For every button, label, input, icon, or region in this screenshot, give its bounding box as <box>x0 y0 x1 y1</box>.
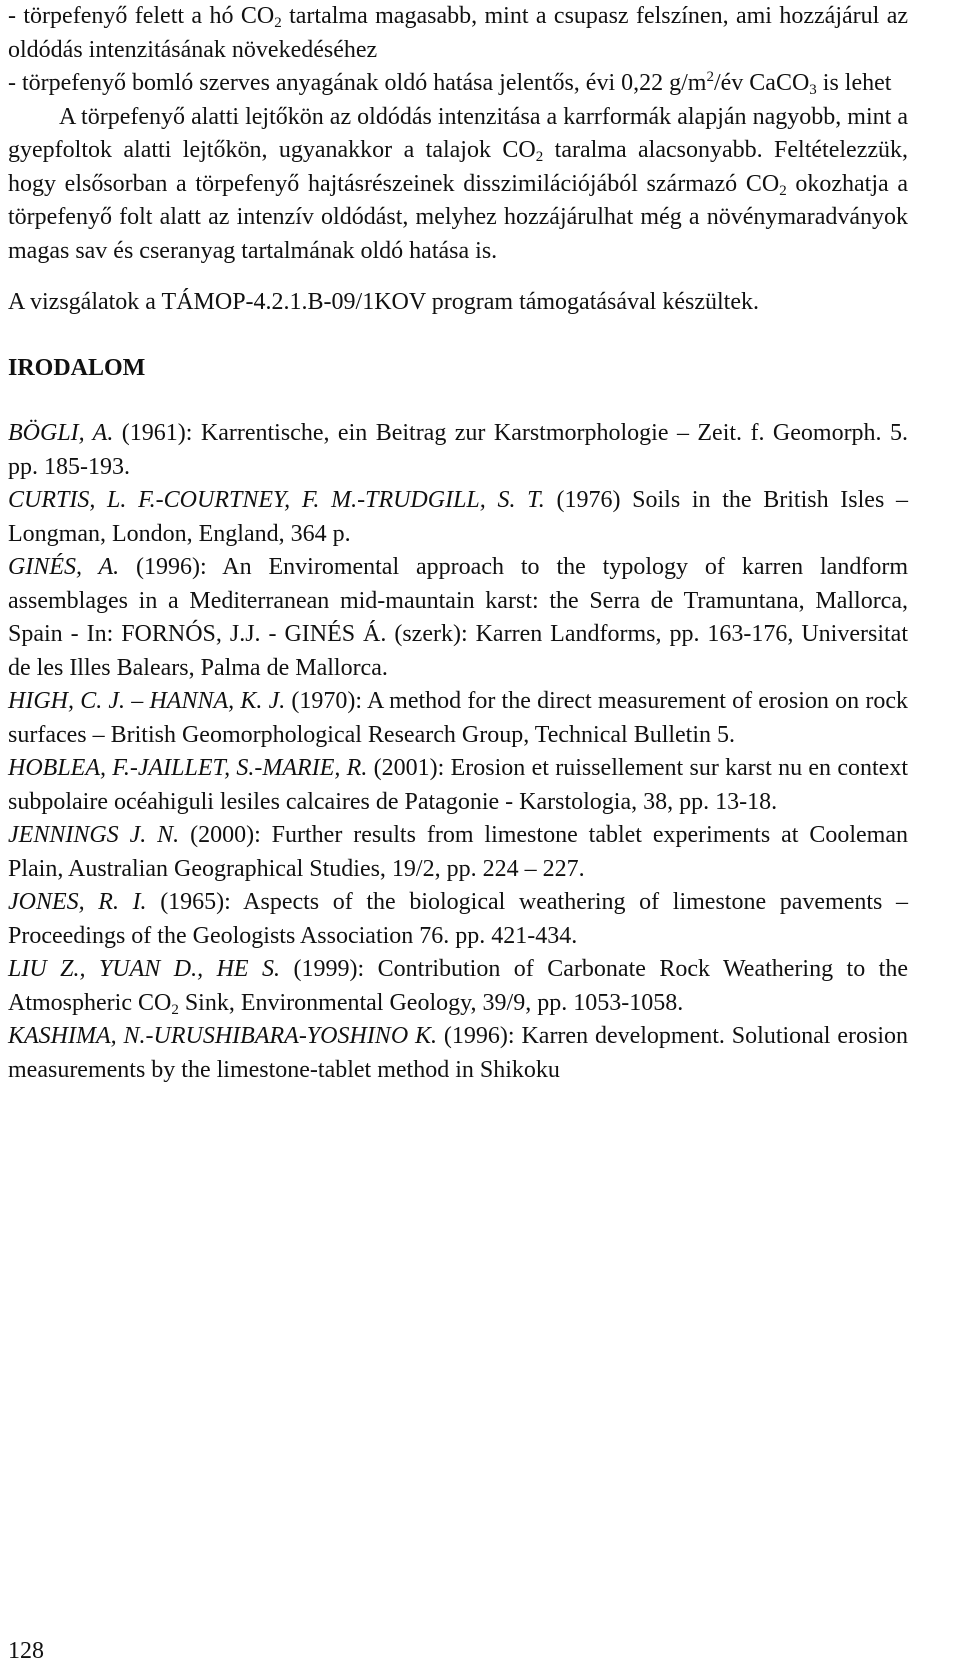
reference-text: (1996): An Enviromental approach to the typology of karren landform assemblages in a Mediterranean mid-mauntain karst: the Serra de Tramuntana, Mallorca, Spain - In: FORNÓS, J.J. - GINÉS Á. (szerk): Karren Landforms, pp. 163-176, Universitat de les Illes Balears, Palma de Mallorca. <box>8 554 908 681</box>
reference-author: HOBLEA, F.-JAILLET, S.-MARIE, R. <box>8 755 368 781</box>
reference-item <box>8 484 908 551</box>
reference-author: JENNINGS J. N. <box>8 822 180 848</box>
reference-author: JONES, R. I. <box>8 889 147 915</box>
text-run: is lehet <box>816 70 892 96</box>
subscript: 2 <box>171 1001 179 1018</box>
references-heading: IRODALOM <box>8 354 146 381</box>
reference-text: (2000): Further results from limestone tablet experiments at Cooleman Plain, Australian Geographical Studies, 19/2, pp. 224 – 227. <box>8 822 908 882</box>
reference-text: Sink, Environmental Geology, 39/9, pp. 1053-1058. <box>178 989 684 1016</box>
subscript: 2 <box>779 182 787 199</box>
text-run: tartalma magasabb, mint a csupasz felszínen, ami hozzájárul az oldódás intenzitásának növekedéséhez <box>8 3 908 63</box>
text-run: taralma alacsonyabb. Feltételezzük, hogy elsősorban a törpefenyő hajtásrészeinek disszimilációjából származó CO <box>8 137 908 197</box>
reference-item <box>8 819 908 886</box>
reference-item <box>8 886 908 953</box>
reference-text: (1996): Karren development. Solutional erosion measurements by the limestone-tablet method in Shikoku <box>8 1023 909 1083</box>
subscript: 3 <box>809 82 817 98</box>
reference-item <box>8 685 908 752</box>
reference-text: (1965): Aspects of the biological weathering of limestone pavements – Proceedings of the Geologists Association 76. pp. 421-434. <box>8 889 908 949</box>
reference-author: BÖGLI, A. <box>8 420 114 446</box>
text-run: A törpefenyő alatti lejtőkön az oldódás intenzitása a karrformák alapján nagyobb, mint a gyepfoltok alatti lejtőkön, ugyanakkor a talajok CO <box>8 103 908 163</box>
reference-item <box>8 417 908 484</box>
body-line-snow-co2 <box>8 0 908 67</box>
text-run: - törpefenyő bomló szerves anyagának oldó hatása jelentős, évi 0,22 g/m <box>8 70 707 96</box>
reference-text: (1976) Soils in the British Isles – Longman, London, England, 364 p. <box>8 487 909 547</box>
reference-item <box>8 953 908 1020</box>
reference-list <box>8 417 908 1087</box>
reference-author: KASHIMA, N.-URUSHIBARA-YOSHINO K. <box>8 1023 438 1049</box>
reference-item <box>8 1020 908 1087</box>
reference-author: GINÉS, A. <box>8 554 120 580</box>
reference-item <box>8 752 908 819</box>
text-run: /év CaCO <box>713 70 810 96</box>
body-paragraph-conclusion <box>8 101 908 269</box>
document-page <box>8 0 908 1087</box>
body-line-organic-matter <box>8 67 908 101</box>
reference-text: (2001): Erosion et ruissellement sur karst nu en context subpolaire océahiguli lesiles calcaires de Patagonie - Karstologia, 38, pp. 13-18. <box>8 755 908 815</box>
text-run: okozhatja a törpefenyő folt alatt az intenzív oldódást, melyhez hozzájárulhat még a növénymaradványok magas sav és cseranyag tartalmának oldó hatása is. <box>8 170 908 264</box>
reference-author: HIGH, C. J. – HANNA, K. J. <box>8 688 286 714</box>
superscript: 2 <box>706 69 714 85</box>
text-run: - törpefenyő felett a hó CO <box>8 3 275 29</box>
reference-item <box>8 551 908 685</box>
subscript: 2 <box>535 149 544 165</box>
reference-text: (1999): Contribution of Carbonate Rock Weathering to the Atmospheric CO <box>8 956 909 1016</box>
acknowledgement: A vizsgálatok a TÁMOP-4.2.1.B-09/1KOV program támogatásával készültek. <box>8 289 759 315</box>
subscript: 2 <box>274 15 282 31</box>
reference-text: (1970): A method for the direct measurement of erosion on rock surfaces – British Geomorphological Research Group, Technical Bulletin 5. <box>8 688 908 748</box>
reference-author: CURTIS, L. F.-COURTNEY, F. M.-TRUDGILL, S. T. <box>8 487 545 513</box>
page-number: 128 <box>8 1638 44 1664</box>
reference-text: (1961): Karrentische, ein Beitrag zur Karstmorphologie – Zeit. f. Geomorph. 5. pp. 185-193. <box>8 420 909 480</box>
reference-author: LIU Z., YUAN D., HE S. <box>8 956 281 982</box>
